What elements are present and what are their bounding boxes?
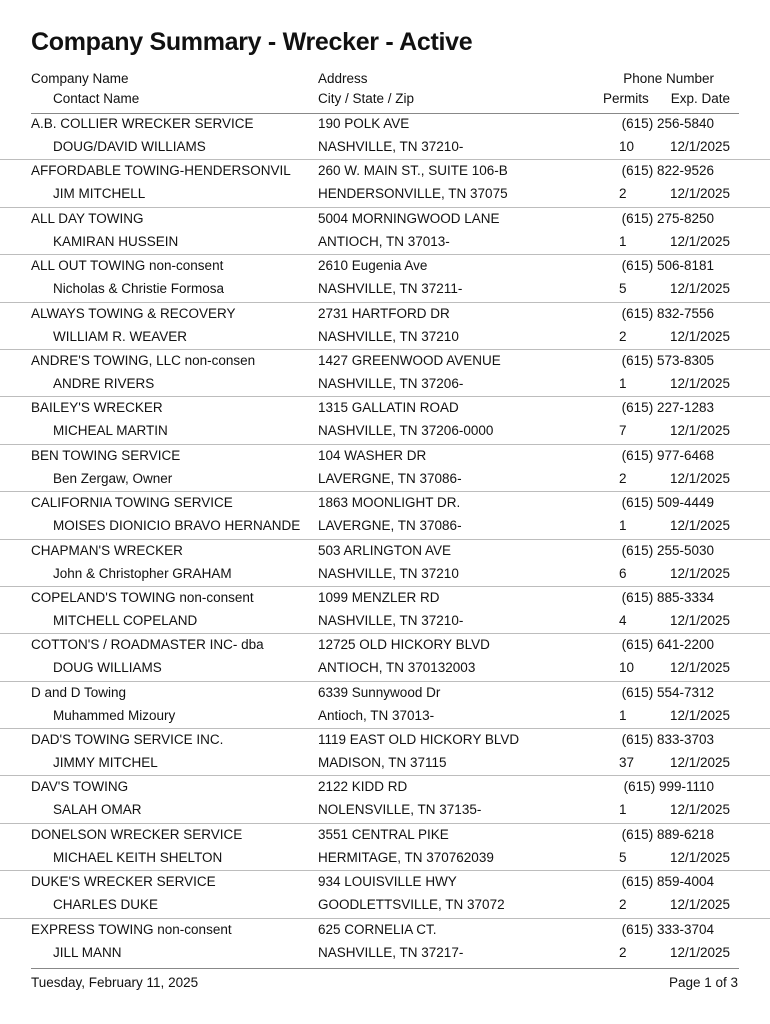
table-row xyxy=(0,824,770,871)
city-state-zip: NASHVILLE, TN 37217- xyxy=(318,944,464,960)
contact-name: Nicholas & Christie Formosa xyxy=(53,281,225,297)
permits-count: 5 xyxy=(619,849,627,865)
address: 3551 CENTRAL PIKE xyxy=(318,826,449,842)
expiration-date: 12/1/2025 xyxy=(669,186,730,202)
address: 6339 Sunnywood Dr xyxy=(318,684,441,700)
permits-count: 37 xyxy=(619,755,635,771)
company-name: CHAPMAN'S WRECKER xyxy=(31,542,183,558)
table-row xyxy=(0,160,770,207)
header-address: Address xyxy=(318,71,368,86)
phone-number: (615) 227-1283 xyxy=(621,400,714,416)
contact-name: ANDRE RIVERS xyxy=(53,375,155,391)
city-state-zip: MADISON, TN 37115 xyxy=(318,755,447,771)
address: 934 LOUISVILLE HWY xyxy=(318,874,457,890)
permits-count: 2 xyxy=(619,470,627,486)
table-row xyxy=(0,682,770,729)
permits-count: 2 xyxy=(619,944,627,960)
footer-divider xyxy=(31,968,739,969)
contact-name: KAMIRAN HUSSEIN xyxy=(53,233,179,249)
company-name: ANDRE'S TOWING, LLC non-consen xyxy=(31,352,256,368)
permits-count: 2 xyxy=(619,328,627,344)
table-row xyxy=(0,871,770,918)
address: 104 WASHER DR xyxy=(318,447,427,463)
header-city-state-zip: City / State / Zip xyxy=(318,91,415,106)
address: 1863 MOONLIGHT DR. xyxy=(318,495,461,511)
table-row xyxy=(0,634,770,681)
header-permits: Permits xyxy=(603,91,649,106)
city-state-zip: HERMITAGE, TN 370762039 xyxy=(318,849,494,865)
company-name: BEN TOWING SERVICE xyxy=(31,447,181,463)
footer-page-number: Page 1 of 3 xyxy=(668,975,738,990)
contact-name: MITCHELL COPELAND xyxy=(53,612,198,628)
company-name: D and D Towing xyxy=(31,684,127,700)
phone-number: (615) 885-3334 xyxy=(621,589,714,605)
expiration-date: 12/1/2025 xyxy=(669,328,730,344)
table-row xyxy=(0,397,770,444)
page-title: Company Summary - Wrecker - Active xyxy=(31,28,473,56)
company-name: AFFORDABLE TOWING-HENDERSONVIL xyxy=(31,163,291,179)
expiration-date: 12/1/2025 xyxy=(669,518,730,534)
table-row xyxy=(0,255,770,302)
header-phone-number: Phone Number xyxy=(623,71,714,86)
footer-date: Tuesday, February 11, 2025 xyxy=(31,975,199,990)
expiration-date: 12/1/2025 xyxy=(669,660,730,676)
address: 2610 Eugenia Ave xyxy=(318,258,428,274)
expiration-date: 12/1/2025 xyxy=(669,802,730,818)
phone-number: (615) 506-8181 xyxy=(621,258,714,274)
city-state-zip: NASHVILLE, TN 37211- xyxy=(318,281,463,297)
address: 12725 OLD HICKORY BLVD xyxy=(318,637,490,653)
header-company-name: Company Name xyxy=(31,71,129,86)
company-name: COPELAND'S TOWING non-consent xyxy=(31,589,254,605)
expiration-date: 12/1/2025 xyxy=(669,233,730,249)
city-state-zip: ANTIOCH, TN 370132003 xyxy=(318,660,476,676)
phone-number: (615) 832-7556 xyxy=(621,305,714,321)
contact-name: MICHAEL KEITH SHELTON xyxy=(53,849,223,865)
city-state-zip: NASHVILLE, TN 37210- xyxy=(318,139,464,154)
table-row xyxy=(0,540,770,587)
permits-count: 10 xyxy=(619,139,635,154)
permits-count: 1 xyxy=(619,233,627,249)
contact-name: SALAH OMAR xyxy=(53,802,142,818)
table-row xyxy=(0,208,770,255)
city-state-zip: GOODLETTSVILLE, TN 37072 xyxy=(318,897,505,913)
phone-number: (615) 256-5840 xyxy=(621,116,714,131)
contact-name: Muhammed Mizoury xyxy=(53,707,176,723)
phone-number: (615) 859-4004 xyxy=(621,874,714,890)
phone-number: (615) 255-5030 xyxy=(621,542,714,558)
contact-name: MOISES DIONICIO BRAVO HERNANDE xyxy=(53,518,301,534)
company-name: DUKE'S WRECKER SERVICE xyxy=(31,874,216,890)
company-name: DAD'S TOWING SERVICE INC. xyxy=(31,732,224,748)
company-name: A.B. COLLIER WRECKER SERVICE xyxy=(31,116,254,131)
city-state-zip: LAVERGNE, TN 37086- xyxy=(318,470,462,486)
expiration-date: 12/1/2025 xyxy=(669,565,730,581)
expiration-date: 12/1/2025 xyxy=(669,897,730,913)
table-row xyxy=(0,303,770,350)
table-row xyxy=(0,350,770,397)
expiration-date: 12/1/2025 xyxy=(669,281,730,297)
contact-name: JIM MITCHELL xyxy=(53,186,146,202)
address: 2731 HARTFORD DR xyxy=(318,305,450,321)
address: 190 POLK AVE xyxy=(318,116,410,131)
phone-number: (615) 889-6218 xyxy=(621,826,714,842)
phone-number: (615) 333-3704 xyxy=(621,921,714,937)
expiration-date: 12/1/2025 xyxy=(669,375,730,391)
phone-number: (615) 822-9526 xyxy=(621,163,714,179)
phone-number: (615) 275-8250 xyxy=(621,210,714,226)
city-state-zip: NASHVILLE, TN 37210 xyxy=(318,565,459,581)
company-name: COTTON'S / ROADMASTER INC- dba xyxy=(31,637,264,653)
permits-count: 1 xyxy=(619,518,627,534)
city-state-zip: Antioch, TN 37013- xyxy=(318,707,435,723)
permits-count: 7 xyxy=(619,423,627,439)
city-state-zip: LAVERGNE, TN 37086- xyxy=(318,518,462,534)
contact-name: Ben Zergaw, Owner xyxy=(53,470,173,486)
expiration-date: 12/1/2025 xyxy=(669,944,730,960)
contact-name: John & Christopher GRAHAM xyxy=(53,565,232,581)
city-state-zip: ANTIOCH, TN 37013- xyxy=(318,233,450,249)
city-state-zip: NOLENSVILLE, TN 37135- xyxy=(318,802,482,818)
contact-name: DOUG/DAVID WILLIAMS xyxy=(53,139,206,154)
company-name: DONELSON WRECKER SERVICE xyxy=(31,826,243,842)
company-name: ALL DAY TOWING xyxy=(31,210,144,226)
address: 503 ARLINGTON AVE xyxy=(318,542,452,558)
table-row xyxy=(0,919,770,966)
phone-number: (615) 833-3703 xyxy=(621,732,714,748)
phone-number: (615) 999-1110 xyxy=(623,779,714,795)
company-name: DAV'S TOWING xyxy=(31,779,129,795)
header-contact-name: Contact Name xyxy=(53,91,140,106)
table-row xyxy=(0,587,770,634)
table-row xyxy=(0,445,770,492)
city-state-zip: NASHVILLE, TN 37210- xyxy=(318,612,464,628)
phone-number: (615) 977-6468 xyxy=(621,447,714,463)
address: 1427 GREENWOOD AVENUE xyxy=(318,352,501,368)
address: 1119 EAST OLD HICKORY BLVD xyxy=(318,732,520,748)
table-row xyxy=(0,776,770,823)
expiration-date: 12/1/2025 xyxy=(669,707,730,723)
company-name: ALWAYS TOWING & RECOVERY xyxy=(31,305,236,321)
contact-name: MICHEAL MARTIN xyxy=(53,423,168,439)
expiration-date: 12/1/2025 xyxy=(669,470,730,486)
address: 625 CORNELIA CT. xyxy=(318,921,437,937)
company-name: EXPRESS TOWING non-consent xyxy=(31,921,232,937)
company-name: BAILEY'S WRECKER xyxy=(31,400,163,416)
table-row xyxy=(0,492,770,539)
phone-number: (615) 573-8305 xyxy=(621,352,714,368)
permits-count: 1 xyxy=(619,375,627,391)
expiration-date: 12/1/2025 xyxy=(669,849,730,865)
header-exp-date: Exp. Date xyxy=(670,91,730,106)
city-state-zip: HENDERSONVILLE, TN 37075 xyxy=(318,186,508,202)
expiration-date: 12/1/2025 xyxy=(669,612,730,628)
permits-count: 4 xyxy=(619,612,627,628)
permits-count: 6 xyxy=(619,565,627,581)
city-state-zip: NASHVILLE, TN 37210 xyxy=(318,328,459,344)
permits-count: 1 xyxy=(619,707,627,723)
company-name: ALL OUT TOWING non-consent xyxy=(31,258,224,274)
table-row xyxy=(0,729,770,776)
phone-number: (615) 641-2200 xyxy=(621,637,714,653)
expiration-date: 12/1/2025 xyxy=(669,423,730,439)
phone-number: (615) 509-4449 xyxy=(621,495,714,511)
permits-count: 10 xyxy=(619,660,635,676)
expiration-date: 12/1/2025 xyxy=(669,755,730,771)
address: 1315 GALLATIN ROAD xyxy=(318,400,459,416)
address: 260 W. MAIN ST., SUITE 106-B xyxy=(318,163,508,179)
address: 2122 KIDD RD xyxy=(318,779,408,795)
address: 1099 MENZLER RD xyxy=(318,589,440,605)
expiration-date: 12/1/2025 xyxy=(669,139,730,154)
contact-name: CHARLES DUKE xyxy=(53,897,159,913)
permits-count: 5 xyxy=(619,281,627,297)
permits-count: 2 xyxy=(619,186,627,202)
contact-name: JILL MANN xyxy=(53,944,122,960)
permits-count: 2 xyxy=(619,897,627,913)
permits-count: 1 xyxy=(619,802,627,818)
phone-number: (615) 554-7312 xyxy=(621,684,714,700)
city-state-zip: NASHVILLE, TN 37206- xyxy=(318,375,464,391)
table-row xyxy=(0,113,770,160)
contact-name: WILLIAM R. WEAVER xyxy=(53,328,188,344)
address: 5004 MORNINGWOOD LANE xyxy=(318,210,500,226)
contact-name: DOUG WILLIAMS xyxy=(53,660,162,676)
company-name: CALIFORNIA TOWING SERVICE xyxy=(31,495,233,511)
records-table xyxy=(0,113,770,966)
contact-name: JIMMY MITCHEL xyxy=(53,755,158,771)
city-state-zip: NASHVILLE, TN 37206-0000 xyxy=(318,423,494,439)
